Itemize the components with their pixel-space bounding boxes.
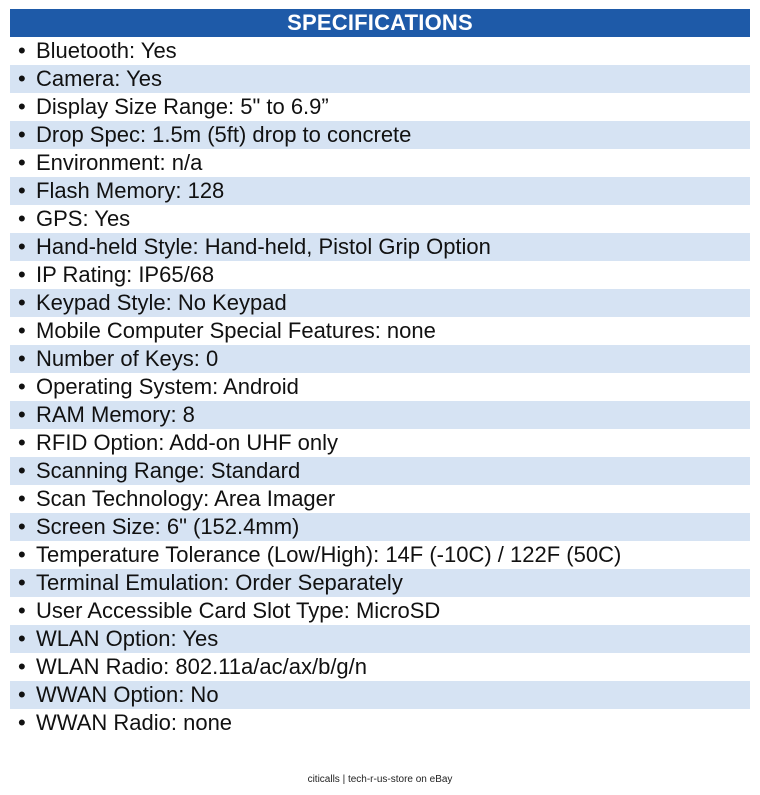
bullet-icon: •	[18, 262, 26, 287]
bullet-icon: •	[18, 122, 26, 147]
spec-item	[10, 597, 750, 625]
spec-text: GPS: Yes	[36, 206, 131, 231]
bullet-icon: •	[18, 598, 26, 623]
bullet-icon: •	[18, 458, 26, 483]
bullet-icon: •	[18, 290, 26, 315]
bullet-icon: •	[18, 94, 26, 119]
bullet-icon: •	[18, 570, 26, 595]
bullet-icon: •	[18, 542, 26, 567]
spec-text: Scanning Range: Standard	[36, 458, 301, 483]
spec-text: Flash Memory: 128	[36, 178, 225, 203]
specifications-header: SPECIFICATIONS	[10, 9, 750, 37]
bullet-icon: •	[18, 626, 26, 651]
bullet-icon: •	[18, 234, 26, 259]
spec-item	[10, 93, 750, 121]
spec-item	[10, 37, 750, 65]
spec-item	[10, 289, 750, 317]
bullet-icon: •	[18, 486, 26, 511]
spec-text: Mobile Computer Special Features: none	[36, 318, 436, 343]
spec-text: Terminal Emulation: Order Separately	[36, 570, 403, 595]
bullet-icon: •	[18, 430, 26, 455]
bullet-icon: •	[18, 682, 26, 707]
spec-list	[10, 37, 750, 737]
spec-item	[10, 261, 750, 289]
spec-item	[10, 653, 750, 681]
bullet-icon: •	[18, 346, 26, 371]
spec-text: Scan Technology: Area Imager	[36, 486, 336, 511]
spec-item	[10, 233, 750, 261]
bullet-icon: •	[18, 654, 26, 679]
spec-text: WWAN Radio: none	[36, 710, 233, 735]
spec-text: Environment: n/a	[36, 150, 203, 175]
bullet-icon: •	[18, 514, 26, 539]
spec-text: WLAN Option: Yes	[36, 626, 219, 651]
spec-item	[10, 513, 750, 541]
bullet-icon: •	[18, 318, 26, 343]
spec-item	[10, 681, 750, 709]
spec-item	[10, 457, 750, 485]
spec-item	[10, 65, 750, 93]
bullet-icon: •	[18, 206, 26, 231]
spec-item	[10, 485, 750, 513]
bullet-icon: •	[18, 374, 26, 399]
spec-item	[10, 205, 750, 233]
spec-text: Camera: Yes	[36, 66, 162, 91]
bullet-icon: •	[18, 66, 26, 91]
spec-text: Bluetooth: Yes	[36, 38, 177, 63]
footer-credit: citicalls | tech-r-us-store on eBay	[307, 774, 453, 785]
spec-text: Drop Spec: 1.5m (5ft) drop to concrete	[36, 122, 412, 147]
bullet-icon: •	[18, 150, 26, 175]
spec-item	[10, 541, 750, 569]
spec-text: Screen Size: 6" (152.4mm)	[36, 514, 300, 539]
spec-text: Display Size Range: 5" to 6.9”	[36, 94, 329, 119]
bullet-icon: •	[18, 710, 26, 735]
spec-item	[10, 317, 750, 345]
spec-item	[10, 401, 750, 429]
bullet-icon: •	[18, 178, 26, 203]
spec-item	[10, 625, 750, 653]
spec-item	[10, 373, 750, 401]
spec-text: Hand-held Style: Hand-held, Pistol Grip Option	[36, 234, 491, 259]
spec-item	[10, 149, 750, 177]
bullet-icon: •	[18, 38, 26, 63]
spec-text: Number of Keys: 0	[36, 346, 219, 371]
spec-text: IP Rating: IP65/68	[36, 262, 215, 287]
spec-item	[10, 569, 750, 597]
spec-text: WLAN Radio: 802.11a/ac/ax/b/g/n	[36, 654, 368, 679]
spec-item	[10, 709, 750, 737]
spec-item	[10, 429, 750, 457]
spec-text: Temperature Tolerance (Low/High): 14F (-10C) / 122F (50C)	[36, 542, 622, 567]
spec-text: RFID Option: Add-on UHF only	[36, 430, 339, 455]
bullet-icon: •	[18, 402, 26, 427]
specifications-panel	[10, 9, 750, 737]
spec-item	[10, 121, 750, 149]
spec-text: User Accessible Card Slot Type: MicroSD	[36, 598, 441, 623]
spec-item	[10, 177, 750, 205]
spec-item	[10, 345, 750, 373]
spec-text: WWAN Option: No	[36, 682, 219, 707]
spec-text: Keypad Style: No Keypad	[36, 290, 287, 315]
spec-text: RAM Memory: 8	[36, 402, 195, 427]
spec-text: Operating System: Android	[36, 374, 299, 399]
